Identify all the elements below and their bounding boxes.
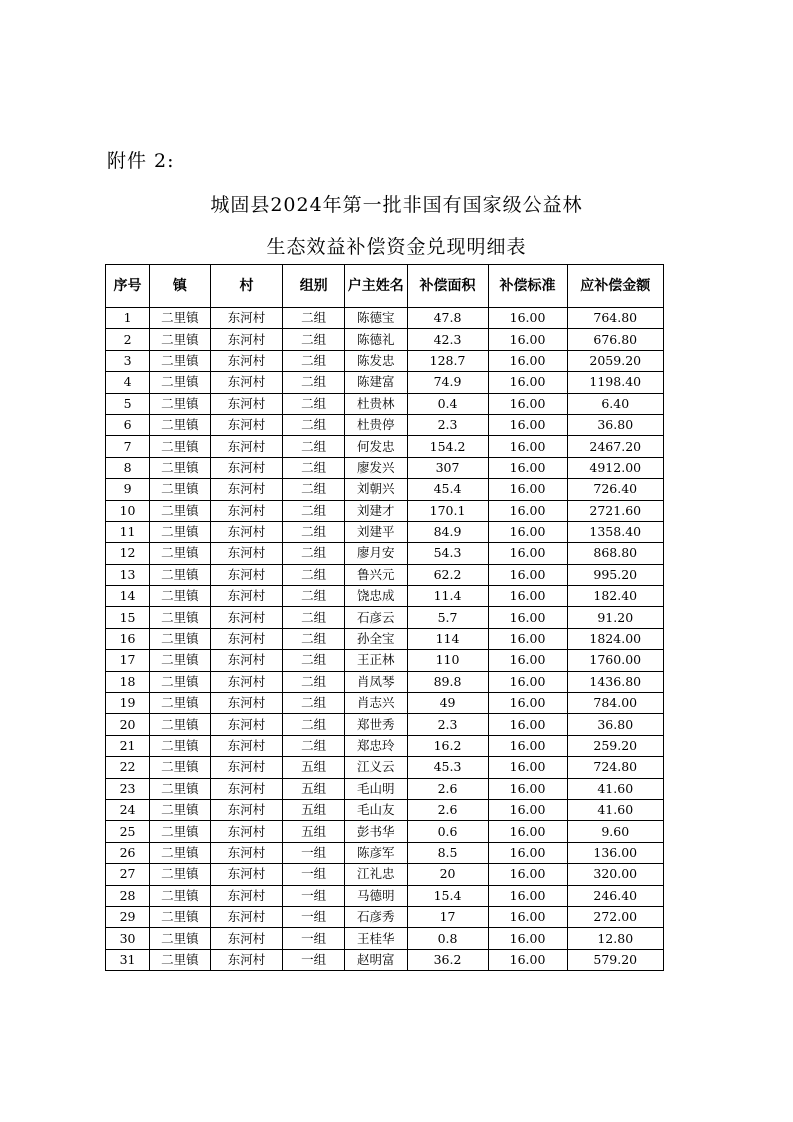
table-row <box>106 479 664 500</box>
cell-area: 84.9 <box>407 521 488 542</box>
cell-area: 110 <box>407 650 488 671</box>
header-compensation-area: 补偿面积 <box>407 265 488 308</box>
cell-household-name: 刘建平 <box>344 521 407 542</box>
table-row <box>106 414 664 435</box>
cell-village: 东河村 <box>210 671 283 692</box>
cell-amount: 1436.80 <box>567 671 663 692</box>
table-row <box>106 628 664 649</box>
cell-serial-number: 28 <box>106 885 150 906</box>
cell-serial-number: 10 <box>106 500 150 521</box>
table-row <box>106 821 664 842</box>
cell-standard: 16.00 <box>488 500 567 521</box>
cell-amount: 91.20 <box>567 607 663 628</box>
cell-serial-number: 16 <box>106 628 150 649</box>
cell-serial-number: 17 <box>106 650 150 671</box>
cell-area: 2.6 <box>407 778 488 799</box>
cell-household-name: 肖志兴 <box>344 693 407 714</box>
table-row <box>106 671 664 692</box>
cell-standard: 16.00 <box>488 329 567 350</box>
cell-household-name: 石彦云 <box>344 607 407 628</box>
table-row <box>106 564 664 585</box>
cell-amount: 2721.60 <box>567 500 663 521</box>
table-row <box>106 735 664 756</box>
cell-standard: 16.00 <box>488 372 567 393</box>
cell-village: 东河村 <box>210 586 283 607</box>
cell-amount: 676.80 <box>567 329 663 350</box>
cell-household-name: 石彦秀 <box>344 906 407 927</box>
cell-village: 东河村 <box>210 821 283 842</box>
cell-group: 二组 <box>283 586 345 607</box>
cell-town: 二里镇 <box>150 500 211 521</box>
cell-village: 东河村 <box>210 350 283 371</box>
cell-area: 154.2 <box>407 436 488 457</box>
cell-area: 49 <box>407 693 488 714</box>
cell-serial-number: 22 <box>106 757 150 778</box>
cell-village: 东河村 <box>210 906 283 927</box>
cell-town: 二里镇 <box>150 757 211 778</box>
table-row <box>106 350 664 371</box>
cell-household-name: 毛山明 <box>344 778 407 799</box>
cell-standard: 16.00 <box>488 799 567 820</box>
table-row <box>106 778 664 799</box>
cell-group: 二组 <box>283 628 345 649</box>
document-title-line1: 城固县2024年第一批非国有国家级公益林 <box>210 194 583 216</box>
cell-serial-number: 1 <box>106 308 150 329</box>
header-household-name: 户主姓名 <box>344 265 407 308</box>
cell-group: 二组 <box>283 414 345 435</box>
cell-serial-number: 30 <box>106 928 150 949</box>
cell-town: 二里镇 <box>150 885 211 906</box>
cell-standard: 16.00 <box>488 393 567 414</box>
cell-serial-number: 13 <box>106 564 150 585</box>
cell-group: 二组 <box>283 714 345 735</box>
cell-amount: 136.00 <box>567 842 663 863</box>
cell-standard: 16.00 <box>488 928 567 949</box>
cell-group: 二组 <box>283 521 345 542</box>
cell-household-name: 陈彦军 <box>344 842 407 863</box>
table-row <box>106 329 664 350</box>
cell-town: 二里镇 <box>150 457 211 478</box>
cell-amount: 784.00 <box>567 693 663 714</box>
cell-standard: 16.00 <box>488 693 567 714</box>
cell-serial-number: 25 <box>106 821 150 842</box>
cell-standard: 16.00 <box>488 949 567 970</box>
cell-town: 二里镇 <box>150 607 211 628</box>
cell-household-name: 陈德宝 <box>344 308 407 329</box>
cell-household-name: 刘朝兴 <box>344 479 407 500</box>
table-row <box>106 928 664 949</box>
cell-village: 东河村 <box>210 436 283 457</box>
cell-group: 五组 <box>283 778 345 799</box>
table-row <box>106 457 664 478</box>
cell-serial-number: 29 <box>106 906 150 927</box>
cell-standard: 16.00 <box>488 778 567 799</box>
cell-village: 东河村 <box>210 521 283 542</box>
cell-village: 东河村 <box>210 714 283 735</box>
cell-group: 一组 <box>283 906 345 927</box>
compensation-detail-table <box>105 264 664 971</box>
cell-standard: 16.00 <box>488 586 567 607</box>
cell-area: 8.5 <box>407 842 488 863</box>
cell-amount: 36.80 <box>567 414 663 435</box>
cell-group: 一组 <box>283 928 345 949</box>
cell-town: 二里镇 <box>150 693 211 714</box>
cell-town: 二里镇 <box>150 842 211 863</box>
cell-area: 54.3 <box>407 543 488 564</box>
cell-town: 二里镇 <box>150 735 211 756</box>
cell-standard: 16.00 <box>488 735 567 756</box>
cell-amount: 1198.40 <box>567 372 663 393</box>
cell-group: 二组 <box>283 350 345 371</box>
cell-amount: 4912.00 <box>567 457 663 478</box>
header-town: 镇 <box>150 265 211 308</box>
cell-serial-number: 12 <box>106 543 150 564</box>
cell-amount: 272.00 <box>567 906 663 927</box>
cell-amount: 724.80 <box>567 757 663 778</box>
cell-village: 东河村 <box>210 607 283 628</box>
cell-household-name: 刘建才 <box>344 500 407 521</box>
cell-group: 二组 <box>283 693 345 714</box>
cell-serial-number: 9 <box>106 479 150 500</box>
cell-amount: 726.40 <box>567 479 663 500</box>
cell-amount: 9.60 <box>567 821 663 842</box>
cell-amount: 2467.20 <box>567 436 663 457</box>
cell-group: 二组 <box>283 479 345 500</box>
cell-area: 74.9 <box>407 372 488 393</box>
table-row <box>106 799 664 820</box>
cell-village: 东河村 <box>210 778 283 799</box>
cell-area: 45.3 <box>407 757 488 778</box>
cell-serial-number: 21 <box>106 735 150 756</box>
cell-group: 一组 <box>283 885 345 906</box>
attachment-label: 附件 2: <box>107 150 175 172</box>
cell-household-name: 毛山友 <box>344 799 407 820</box>
document-title-line2: 生态效益补偿资金兑现明细表 <box>266 236 527 258</box>
cell-village: 东河村 <box>210 372 283 393</box>
cell-group: 二组 <box>283 457 345 478</box>
cell-town: 二里镇 <box>150 564 211 585</box>
table-row <box>106 864 664 885</box>
table-header-row <box>106 265 664 308</box>
cell-standard: 16.00 <box>488 308 567 329</box>
cell-area: 0.4 <box>407 393 488 414</box>
cell-town: 二里镇 <box>150 393 211 414</box>
cell-household-name: 陈发忠 <box>344 350 407 371</box>
cell-village: 东河村 <box>210 864 283 885</box>
cell-standard: 16.00 <box>488 543 567 564</box>
cell-standard: 16.00 <box>488 864 567 885</box>
cell-group: 五组 <box>283 799 345 820</box>
cell-area: 128.7 <box>407 350 488 371</box>
cell-amount: 41.60 <box>567 799 663 820</box>
table-row <box>106 650 664 671</box>
cell-village: 东河村 <box>210 457 283 478</box>
cell-household-name: 赵明富 <box>344 949 407 970</box>
cell-serial-number: 4 <box>106 372 150 393</box>
cell-group: 一组 <box>283 949 345 970</box>
cell-area: 307 <box>407 457 488 478</box>
table-row <box>106 586 664 607</box>
cell-town: 二里镇 <box>150 799 211 820</box>
cell-standard: 16.00 <box>488 757 567 778</box>
cell-household-name: 何发忠 <box>344 436 407 457</box>
cell-standard: 16.00 <box>488 457 567 478</box>
table-row <box>106 607 664 628</box>
cell-group: 二组 <box>283 436 345 457</box>
cell-standard: 16.00 <box>488 350 567 371</box>
cell-town: 二里镇 <box>150 308 211 329</box>
cell-area: 45.4 <box>407 479 488 500</box>
cell-group: 五组 <box>283 757 345 778</box>
cell-serial-number: 11 <box>106 521 150 542</box>
cell-town: 二里镇 <box>150 479 211 500</box>
cell-group: 二组 <box>283 735 345 756</box>
cell-amount: 868.80 <box>567 543 663 564</box>
cell-household-name: 廖发兴 <box>344 457 407 478</box>
table-row <box>106 757 664 778</box>
cell-town: 二里镇 <box>150 543 211 564</box>
table-body <box>106 308 664 971</box>
cell-household-name: 江义云 <box>344 757 407 778</box>
cell-household-name: 孙全宝 <box>344 628 407 649</box>
cell-town: 二里镇 <box>150 906 211 927</box>
cell-amount: 1358.40 <box>567 521 663 542</box>
cell-group: 二组 <box>283 308 345 329</box>
cell-serial-number: 8 <box>106 457 150 478</box>
cell-standard: 16.00 <box>488 650 567 671</box>
cell-standard: 16.00 <box>488 842 567 863</box>
cell-area: 42.3 <box>407 329 488 350</box>
table-row <box>106 885 664 906</box>
cell-village: 东河村 <box>210 928 283 949</box>
cell-town: 二里镇 <box>150 628 211 649</box>
cell-household-name: 郑忠玲 <box>344 735 407 756</box>
cell-amount: 36.80 <box>567 714 663 735</box>
cell-group: 二组 <box>283 500 345 521</box>
cell-village: 东河村 <box>210 650 283 671</box>
cell-area: 2.3 <box>407 714 488 735</box>
cell-serial-number: 26 <box>106 842 150 863</box>
cell-area: 170.1 <box>407 500 488 521</box>
cell-area: 114 <box>407 628 488 649</box>
cell-amount: 320.00 <box>567 864 663 885</box>
cell-area: 2.3 <box>407 414 488 435</box>
header-group: 组别 <box>283 265 345 308</box>
cell-town: 二里镇 <box>150 521 211 542</box>
cell-group: 二组 <box>283 564 345 585</box>
cell-town: 二里镇 <box>150 928 211 949</box>
cell-serial-number: 20 <box>106 714 150 735</box>
cell-town: 二里镇 <box>150 714 211 735</box>
cell-amount: 246.40 <box>567 885 663 906</box>
header-compensation-standard: 补偿标准 <box>488 265 567 308</box>
cell-village: 东河村 <box>210 628 283 649</box>
cell-amount: 2059.20 <box>567 350 663 371</box>
cell-standard: 16.00 <box>488 821 567 842</box>
cell-household-name: 饶忠成 <box>344 586 407 607</box>
cell-town: 二里镇 <box>150 821 211 842</box>
cell-serial-number: 31 <box>106 949 150 970</box>
cell-town: 二里镇 <box>150 671 211 692</box>
header-compensation-amount: 应补偿金额 <box>567 265 663 308</box>
cell-group: 一组 <box>283 842 345 863</box>
cell-village: 东河村 <box>210 757 283 778</box>
cell-area: 62.2 <box>407 564 488 585</box>
cell-area: 17 <box>407 906 488 927</box>
cell-area: 89.8 <box>407 671 488 692</box>
cell-amount: 259.20 <box>567 735 663 756</box>
cell-group: 二组 <box>283 329 345 350</box>
cell-town: 二里镇 <box>150 864 211 885</box>
cell-group: 二组 <box>283 393 345 414</box>
cell-group: 二组 <box>283 671 345 692</box>
cell-standard: 16.00 <box>488 436 567 457</box>
cell-area: 47.8 <box>407 308 488 329</box>
cell-area: 11.4 <box>407 586 488 607</box>
cell-amount: 1760.00 <box>567 650 663 671</box>
cell-standard: 16.00 <box>488 607 567 628</box>
cell-town: 二里镇 <box>150 350 211 371</box>
cell-area: 0.6 <box>407 821 488 842</box>
table-row <box>106 842 664 863</box>
table-row <box>106 308 664 329</box>
cell-amount: 41.60 <box>567 778 663 799</box>
table-row <box>106 714 664 735</box>
cell-area: 5.7 <box>407 607 488 628</box>
cell-household-name: 陈德礼 <box>344 329 407 350</box>
cell-household-name: 马德明 <box>344 885 407 906</box>
cell-group: 二组 <box>283 372 345 393</box>
cell-town: 二里镇 <box>150 329 211 350</box>
cell-household-name: 杜贵林 <box>344 393 407 414</box>
header-village: 村 <box>210 265 283 308</box>
cell-village: 东河村 <box>210 500 283 521</box>
cell-household-name: 王桂华 <box>344 928 407 949</box>
cell-area: 15.4 <box>407 885 488 906</box>
cell-serial-number: 27 <box>106 864 150 885</box>
cell-household-name: 彭书华 <box>344 821 407 842</box>
cell-town: 二里镇 <box>150 778 211 799</box>
cell-serial-number: 15 <box>106 607 150 628</box>
cell-standard: 16.00 <box>488 671 567 692</box>
cell-standard: 16.00 <box>488 479 567 500</box>
table-row <box>106 906 664 927</box>
cell-town: 二里镇 <box>150 949 211 970</box>
cell-group: 二组 <box>283 607 345 628</box>
cell-serial-number: 24 <box>106 799 150 820</box>
table-row <box>106 436 664 457</box>
cell-household-name: 郑世秀 <box>344 714 407 735</box>
cell-serial-number: 2 <box>106 329 150 350</box>
cell-village: 东河村 <box>210 393 283 414</box>
cell-village: 东河村 <box>210 949 283 970</box>
cell-standard: 16.00 <box>488 906 567 927</box>
cell-village: 东河村 <box>210 799 283 820</box>
cell-amount: 995.20 <box>567 564 663 585</box>
cell-serial-number: 14 <box>106 586 150 607</box>
cell-standard: 16.00 <box>488 414 567 435</box>
cell-household-name: 廖月安 <box>344 543 407 564</box>
cell-village: 东河村 <box>210 329 283 350</box>
cell-group: 二组 <box>283 650 345 671</box>
cell-serial-number: 5 <box>106 393 150 414</box>
cell-standard: 16.00 <box>488 628 567 649</box>
cell-serial-number: 7 <box>106 436 150 457</box>
cell-town: 二里镇 <box>150 436 211 457</box>
table-row <box>106 372 664 393</box>
cell-household-name: 鲁兴元 <box>344 564 407 585</box>
cell-town: 二里镇 <box>150 372 211 393</box>
cell-serial-number: 3 <box>106 350 150 371</box>
cell-area: 0.8 <box>407 928 488 949</box>
cell-area: 2.6 <box>407 799 488 820</box>
cell-amount: 12.80 <box>567 928 663 949</box>
table-row <box>106 543 664 564</box>
cell-serial-number: 19 <box>106 693 150 714</box>
cell-village: 东河村 <box>210 308 283 329</box>
table-row <box>106 500 664 521</box>
cell-village: 东河村 <box>210 543 283 564</box>
cell-village: 东河村 <box>210 885 283 906</box>
cell-household-name: 江礼忠 <box>344 864 407 885</box>
cell-standard: 16.00 <box>488 564 567 585</box>
cell-amount: 579.20 <box>567 949 663 970</box>
cell-group: 五组 <box>283 821 345 842</box>
header-serial-number: 序号 <box>106 265 150 308</box>
cell-area: 20 <box>407 864 488 885</box>
cell-village: 东河村 <box>210 693 283 714</box>
cell-town: 二里镇 <box>150 414 211 435</box>
cell-village: 东河村 <box>210 735 283 756</box>
cell-town: 二里镇 <box>150 650 211 671</box>
cell-village: 东河村 <box>210 414 283 435</box>
cell-amount: 764.80 <box>567 308 663 329</box>
cell-standard: 16.00 <box>488 521 567 542</box>
cell-standard: 16.00 <box>488 885 567 906</box>
cell-area: 16.2 <box>407 735 488 756</box>
cell-standard: 16.00 <box>488 714 567 735</box>
cell-town: 二里镇 <box>150 586 211 607</box>
table-row <box>106 521 664 542</box>
cell-serial-number: 23 <box>106 778 150 799</box>
cell-amount: 182.40 <box>567 586 663 607</box>
cell-amount: 6.40 <box>567 393 663 414</box>
cell-amount: 1824.00 <box>567 628 663 649</box>
cell-household-name: 王正林 <box>344 650 407 671</box>
table-row <box>106 949 664 970</box>
cell-household-name: 陈建富 <box>344 372 407 393</box>
cell-village: 东河村 <box>210 479 283 500</box>
cell-serial-number: 6 <box>106 414 150 435</box>
table-row <box>106 693 664 714</box>
cell-household-name: 肖凤琴 <box>344 671 407 692</box>
cell-village: 东河村 <box>210 564 283 585</box>
cell-serial-number: 18 <box>106 671 150 692</box>
cell-area: 36.2 <box>407 949 488 970</box>
cell-group: 二组 <box>283 543 345 564</box>
cell-village: 东河村 <box>210 842 283 863</box>
table-row <box>106 393 664 414</box>
cell-household-name: 杜贵停 <box>344 414 407 435</box>
cell-group: 一组 <box>283 864 345 885</box>
